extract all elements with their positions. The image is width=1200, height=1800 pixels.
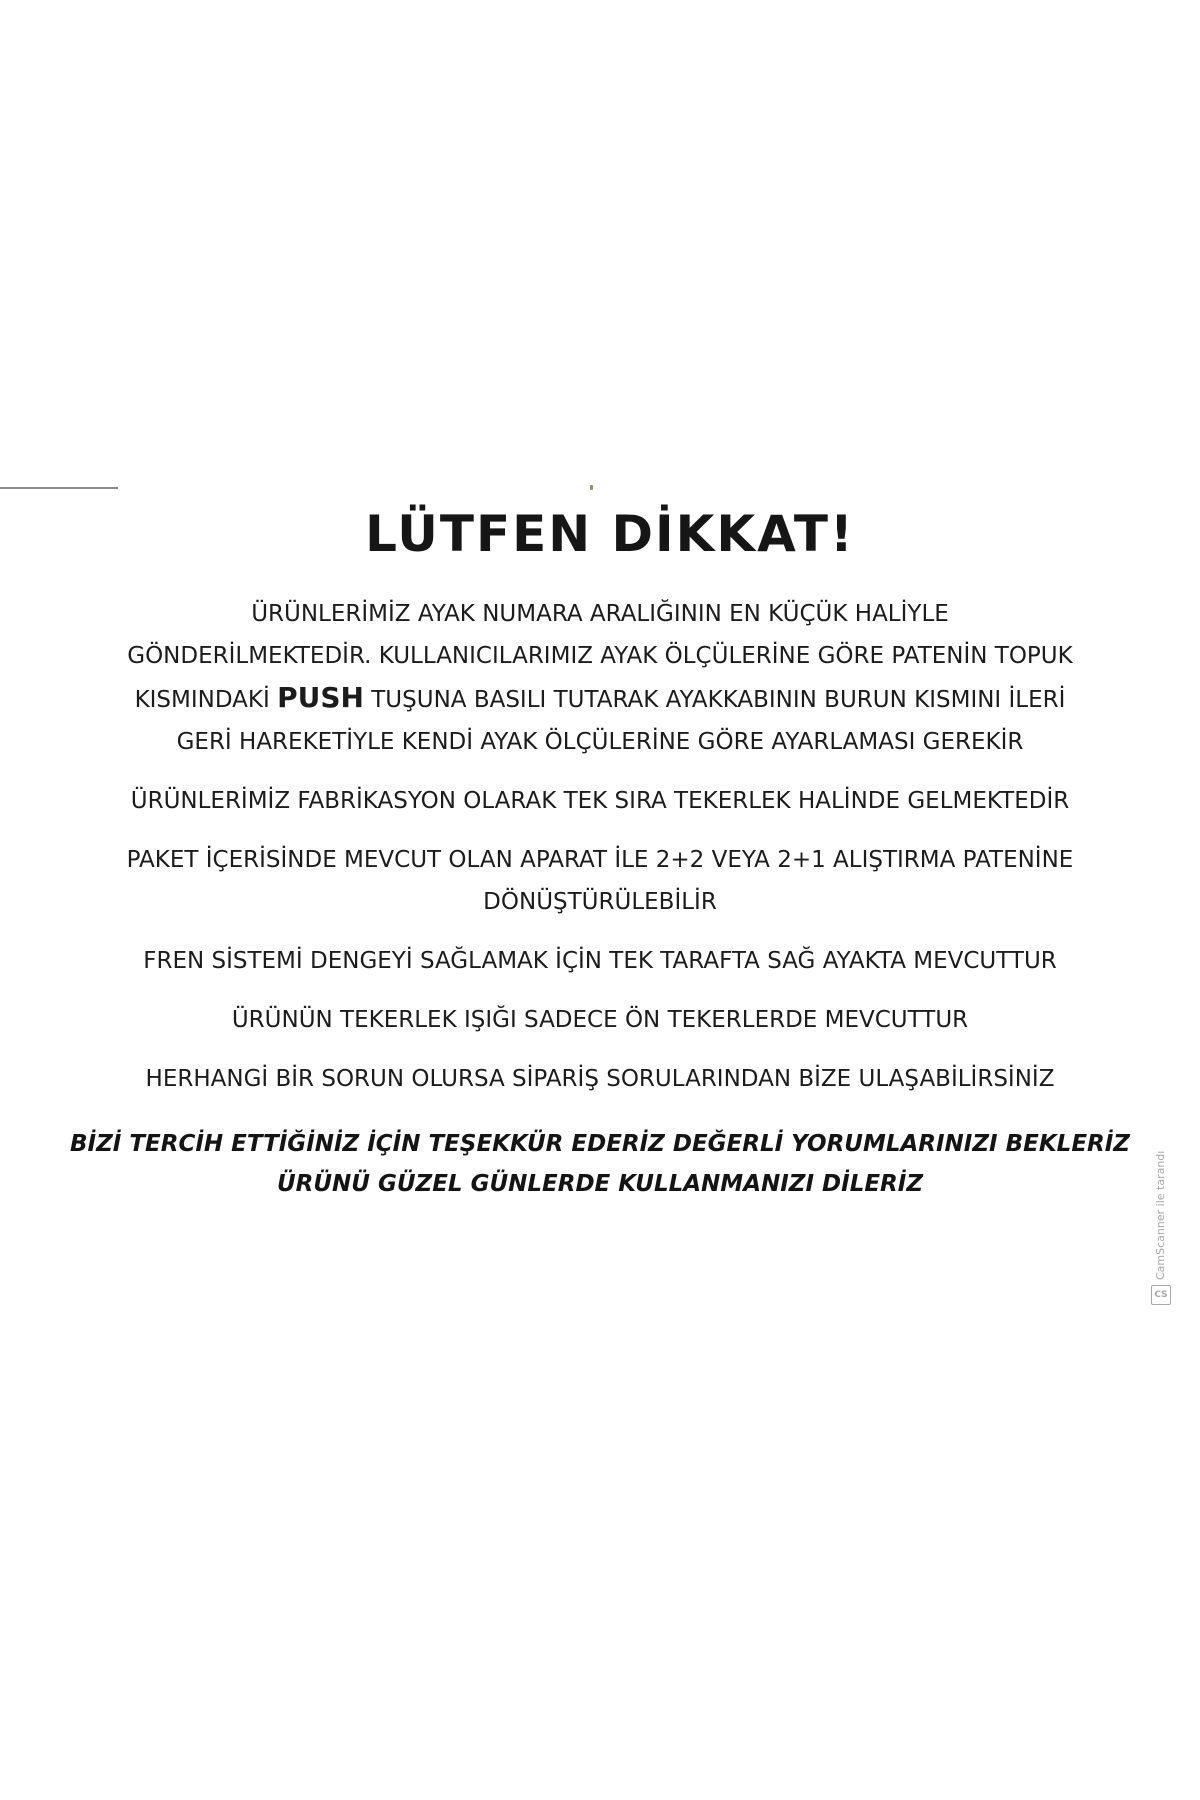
size-line-3	[0, 677, 1200, 721]
push-keyword: PUSH	[277, 681, 364, 714]
size-line-3-start: KISMINDAKİ	[134, 687, 278, 713]
closing-message	[0, 1124, 1200, 1204]
watermark-text: CamScanner ile tarandı	[1154, 1150, 1167, 1280]
support-paragraph: HERHANGİ BİR SORUN OLURSA SİPARİŞ SORULARINDAN BİZE ULAŞABİLİRSİNİZ	[145, 1066, 1055, 1092]
size-line-4: GERİ HAREKETİYLE KENDİ AYAK ÖLÇÜLERİNE GÖRE AYARLAMASI GEREKİR	[176, 729, 1024, 755]
conversion-line-1: PAKET İÇERİSİNDE MEVCUT OLAN APARAT İLE 2+2 VEYA 2+1 ALIŞTIRMA PATENİNE	[126, 847, 1074, 873]
light-paragraph: ÜRÜNÜN TEKERLEK IŞIĞI SADECE ÖN TEKERLERDE MEVCUTTUR	[231, 1007, 969, 1033]
conversion-paragraph	[0, 839, 1200, 923]
notice-document	[0, 505, 1200, 1204]
camscanner-logo-icon: CS	[1151, 1285, 1171, 1305]
closing-line-1: BİZİ TERCİH ETTİĞİNİZ İÇİN TEŞEKKÜR EDERİZ DEĞERLİ YORUMLARINIZI BEKLERİZ	[70, 1131, 1130, 1157]
size-adjust-paragraph	[0, 593, 1200, 763]
scan-edge-line	[0, 487, 118, 489]
closing-line-2: ÜRÜNÜ GÜZEL GÜNLERDE KULLANMANIZI DİLERİZ	[276, 1171, 924, 1197]
conversion-line-2: DÖNÜŞTÜRÜLEBİLİR	[483, 889, 717, 915]
camscanner-watermark	[1150, 1130, 1180, 1310]
size-line-1: ÜRÜNLERİMİZ AYAK NUMARA ARALIĞININ EN KÜÇÜK HALİYLE	[251, 601, 949, 627]
brake-paragraph: FREN SİSTEMİ DENGEYİ SAĞLAMAK İÇİN TEK TARAFTA SAĞ AYAKTA MEVCUTTUR	[143, 948, 1057, 974]
factory-paragraph: ÜRÜNLERİMİZ FABRİKASYON OLARAK TEK SIRA TEKERLEK HALİNDE GELMEKTEDİR	[130, 788, 1070, 814]
size-line-2: GÖNDERİLMEKTEDİR. KULLANICILARIMIZ AYAK ÖLÇÜLERİNE GÖRE PATENİN TOPUK	[127, 643, 1073, 669]
notice-title: LÜTFEN DİKKAT!	[365, 505, 855, 563]
size-line-3-end: TUŞUNA BASILI TUTARAK AYAKKABININ BURUN KISMINI İLERİ	[363, 687, 1066, 713]
scan-speck	[590, 485, 593, 490]
